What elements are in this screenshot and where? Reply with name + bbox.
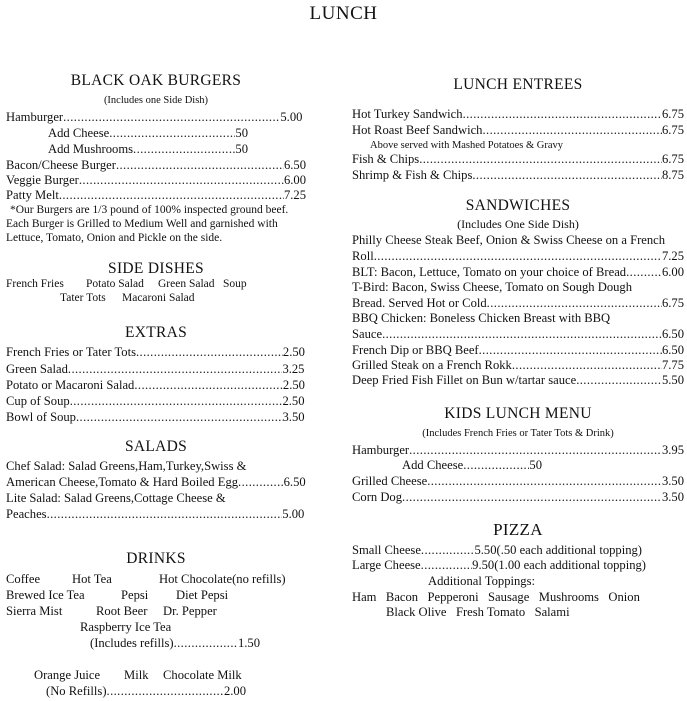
menu-item: Corn Dog ..... 3.50 — [352, 490, 684, 505]
entrees-note: Above served with Mashed Potatoes & Gravy — [370, 140, 564, 151]
drink-item: Dr. Pepper — [163, 604, 217, 618]
menu-item: Potato or Macaroni Salad ..... 2.50 — [6, 378, 306, 393]
menu-item: Hamburger ..... 5.00 — [6, 110, 306, 125]
menu-item: Large Cheese ..... 9.50(1.00 each additional topping) — [352, 558, 646, 573]
menu-item: Grilled Steak on a French Rokk ..... 7.75 — [352, 358, 684, 373]
menu-item: Deep Fried Fish Fillet on Bun w/tartar sauce ..... 5.50 — [352, 373, 684, 388]
pizza-toppings: Ham Bacon Pepperoni Sausage Mushrooms Onion — [352, 590, 640, 604]
drink-item: Milk — [124, 668, 149, 682]
drink-item: Brewed Ice Tea — [6, 588, 85, 602]
entrees-heading: LUNCH ENTREES — [453, 76, 583, 93]
burgers-heading: BLACK OAK BURGERS — [70, 72, 242, 89]
menu-item: BLT: Bacon, Lettuce, Tomato on your choice of Bread ..... 6.00 — [352, 265, 684, 280]
drink-item: Coffee — [6, 572, 41, 586]
extras-heading: EXTRAS — [124, 324, 188, 341]
sandwiches-note: (Includes One Side Dish) — [457, 217, 579, 231]
side-item: French Fries — [6, 278, 64, 290]
drink-item: Hot Chocolate(no refills) — [159, 572, 286, 586]
drink-item: Hot Tea — [72, 572, 112, 586]
menu-item: (Includes refills) ..... 1.50 — [90, 636, 260, 651]
menu-item: Hamburger ..... 3.95 — [352, 443, 684, 458]
menu-item: American Cheese,Tomato & Hard Boiled Egg ..... 6.50 — [6, 475, 306, 490]
drink-item: Chocolate Milk — [163, 668, 242, 682]
menu-item: Peaches ..... 5.00 — [6, 507, 306, 522]
sandwiches-heading: SANDWICHES — [465, 197, 571, 214]
drink-item: Sierra Mist — [6, 604, 63, 618]
sandwich-description: BBQ Chicken: Boneless Chicken Breast with BBQ — [352, 311, 611, 325]
drink-item: Orange Juice — [34, 668, 101, 682]
menu-item: Fish & Chips ..... 6.75 — [352, 152, 684, 167]
menu-item: Veggie Burger ..... 6.00 — [6, 173, 306, 188]
side-item: Macaroni Salad — [122, 292, 195, 304]
side-item: Potato Salad — [86, 278, 144, 290]
drinks-heading: DRINKS — [126, 550, 186, 567]
menu-item: Shrimp & Fish & Chips ..... 8.75 — [352, 168, 684, 183]
sandwich-description: T-Bird: Bacon, Swiss Cheese, Tomato on Sough Dough — [352, 280, 633, 294]
menu-item: Bread. Served Hot or Cold ..... 6.75 — [352, 296, 684, 311]
pizza-toppings: Black Olive Fresh Tomato Salami — [386, 605, 570, 619]
side-item: Tater Tots — [60, 292, 106, 304]
menu-item: Sauce ..... 6.50 — [352, 327, 684, 342]
menu-item: Grilled Cheese ..... 3.50 — [352, 474, 684, 489]
menu-item: Patty Melt ..... 7.25 — [6, 188, 306, 203]
menu-item: French Dip or BBQ Beef ..... 6.50 — [352, 343, 684, 358]
salads-heading: SALADS — [124, 438, 188, 455]
sandwich-description: Philly Cheese Steak Beef, Onion & Swiss Cheese on a French — [352, 233, 666, 247]
drink-item: Root Beer — [96, 604, 148, 618]
drink-item: Diet Pepsi — [176, 588, 229, 602]
salad-description: Lite Salad: Salad Greens,Cottage Cheese & — [6, 491, 226, 505]
burgers-note: (Includes one Side Dish) — [103, 95, 209, 106]
menu-item: Add Mushrooms ..... 50 — [48, 142, 248, 157]
menu-item: Cup of Soup ..... 2.50 — [6, 394, 306, 409]
burgers-footnote: Lettuce, Tomato, Onion and Pickle on the side. — [6, 232, 223, 244]
drink-item: Raspberry Ice Tea — [80, 620, 172, 634]
burgers-footnote: Each Burger is Grilled to Medium Well and garnished with — [6, 218, 278, 230]
side-item: Soup — [223, 278, 247, 290]
menu-item: Green Salad ..... 3.25 — [6, 362, 306, 377]
drink-item: Pepsi — [121, 588, 149, 602]
sides-heading: SIDE DISHES — [108, 260, 204, 277]
burgers-footnote: *Our Burgers are 1/3 pound of 100% inspected ground beef. — [10, 204, 289, 216]
menu-title: LUNCH — [309, 3, 378, 24]
kids-heading: KIDS LUNCH MENU — [444, 405, 592, 422]
side-item: Green Salad — [158, 278, 215, 290]
menu-item: Add Cheese ..... 50 — [402, 458, 542, 473]
menu-item: Add Cheese ..... 50 — [48, 126, 248, 141]
menu-item: French Fries or Tater Tots ..... 2.50 — [6, 345, 306, 360]
menu-item: (No Refills) ..... 2.00 — [46, 684, 246, 699]
salad-description: Chef Salad: Salad Greens,Ham,Turkey,Swiss & — [6, 459, 247, 473]
menu-item: Hot Turkey Sandwich ..... 6.75 — [352, 107, 684, 122]
menu-item: Bowl of Soup ..... 3.50 — [6, 410, 306, 425]
kids-note: (Includes French Fries or Tater Tots & Drink) — [422, 428, 614, 439]
menu-item: Hot Roast Beef Sandwich ..... 6.75 — [352, 123, 684, 138]
menu-item: Roll ..... 7.25 — [352, 249, 684, 264]
menu-item: Small Cheese ..... 5.50(.50 each additional topping) — [352, 543, 642, 558]
menu-item: Bacon/Cheese Burger ..... 6.50 — [6, 158, 306, 173]
pizza-heading: PIZZA — [493, 520, 543, 539]
pizza-toppings-label: Additional Toppings: — [428, 574, 535, 588]
